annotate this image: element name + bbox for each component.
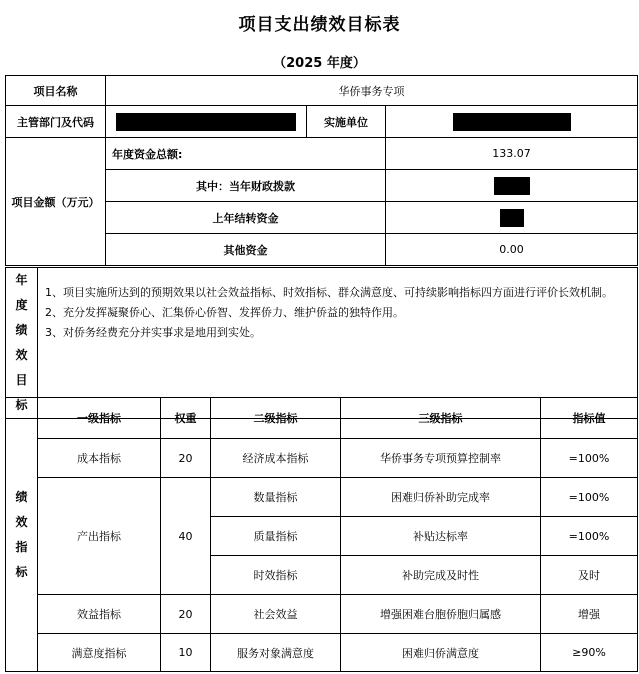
benefit-level1: 效益指标 [38,595,161,634]
unit-value [386,106,638,138]
satisfaction-level1: 满意度指标 [38,634,161,672]
cost-level3: 华侨事务专项预算控制率 [341,439,541,478]
output-level2: 质量指标 [211,517,341,556]
satisfaction-level3: 困难归侨满意度 [341,634,541,672]
benefit-level3: 增强困难台胞侨胞归属感 [341,595,541,634]
dept-label: 主管部门及代码 [6,106,106,138]
current-funding-label: 其中：当年财政拨款 [106,170,386,202]
output-level3: 困难归侨补助完成率 [341,478,541,517]
cost-value: =100% [541,439,638,478]
output-value: =100% [541,478,638,517]
carryover-funding-label: 上年结转资金 [106,202,386,234]
indicators-label: 绩 效 指 标 [6,398,38,672]
redacted-block [500,209,524,227]
header-level1: 一级指标 [38,398,161,439]
satisfaction-level2: 服务对象满意度 [211,634,341,672]
project-name-value: 华侨事务专项 [106,76,638,106]
unit-label: 实施单位 [307,106,386,138]
total-funding-label: 年度资金总额: [106,138,386,170]
dept-value [106,106,307,138]
output-value: =100% [541,517,638,556]
cost-level2: 经济成本指标 [211,439,341,478]
annual-goals-label: 年 度 绩 效 目 标 [6,268,38,419]
carryover-funding-value [386,202,638,234]
output-level2: 数量指标 [211,478,341,517]
goal-line: 3、对侨务经费充分并实事求是地用到实处。 [45,326,261,339]
cost-weight: 20 [161,439,211,478]
header-level3: 三级指标 [341,398,541,439]
other-funding-value: 0.00 [386,234,638,266]
benefit-level2: 社会效益 [211,595,341,634]
table-row [6,439,638,478]
goal-line: 2、充分发挥凝聚侨心、汇集侨心侨智、发挥侨力、维护侨益的独特作用。 [45,306,404,319]
satisfaction-weight: 10 [161,634,211,672]
cost-level1: 成本指标 [38,439,161,478]
goal-line: 1、项目实施所达到的预期效果以社会效益指标、时效指标、群众满意度、可持续影响指标四方面进行评价长效机制。 [45,286,613,299]
redacted-block [116,113,296,131]
other-funding-label: 其他资金 [106,234,386,266]
project-name-label: 项目名称 [6,76,106,106]
table-row [6,478,638,517]
output-level3: 补助完成及时性 [341,556,541,595]
annual-goals-text [38,268,638,419]
funding-label: 项目金额（万元） [6,138,106,266]
project-info-table [5,75,638,266]
total-funding-value: 133.07 [386,138,638,170]
satisfaction-value: ≥90% [541,634,638,672]
benefit-weight: 20 [161,595,211,634]
redacted-block [494,177,530,195]
header-weight: 权重 [161,398,211,439]
redacted-block [453,113,571,131]
output-level1: 产出指标 [38,478,161,595]
table-row [6,634,638,672]
header-value: 指标值 [541,398,638,439]
output-level3: 补贴达标率 [341,517,541,556]
output-value: 及时 [541,556,638,595]
header-level2: 二级指标 [211,398,341,439]
output-weight: 40 [161,478,211,595]
current-funding-value [386,170,638,202]
page-title: 项目支出绩效目标表 [238,15,401,35]
table-row [6,595,638,634]
output-level2: 时效指标 [211,556,341,595]
indicators-table [5,397,638,672]
benefit-value: 增强 [541,595,638,634]
year-label: （2025 年度） [273,56,366,71]
